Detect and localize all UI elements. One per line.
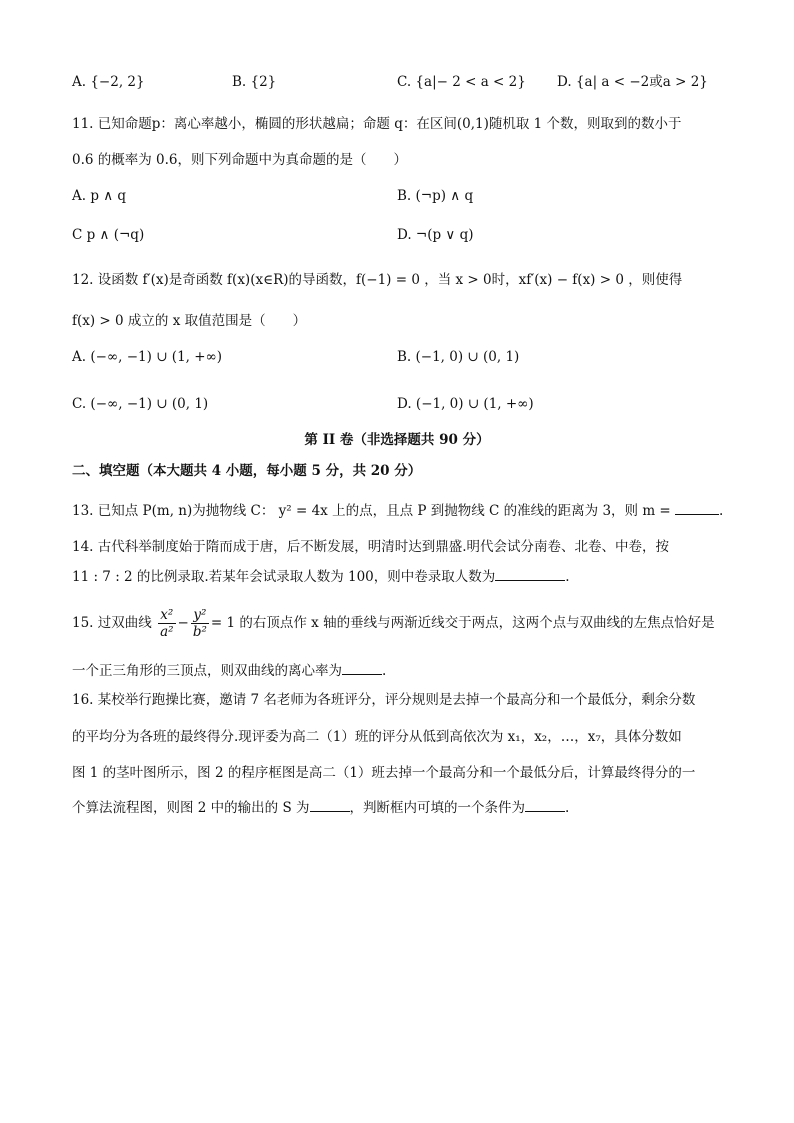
q14-answer-blank xyxy=(495,566,565,581)
q10-option-d: D. {a| a < −2或a > 2} xyxy=(557,74,708,90)
q15-minus: − xyxy=(177,615,189,631)
q16-stem-line1: 16. 某校举行跑操比赛，邀请 7 名老师为各班评分，评分规则是去掉一个最高分和一个最低分，剩余分数 xyxy=(72,692,696,708)
hyperbola-fraction-x xyxy=(158,607,175,640)
q13-end: . xyxy=(719,503,724,519)
q16-stem-line3: 图 1 的茎叶图所示，图 2 的程序框图是高二（1）班去掉一个最高分和一个最低分后，计算最终得分的一 xyxy=(72,765,696,781)
q15-end: . xyxy=(382,663,387,679)
q15-prefix: 15. 过双曲线 xyxy=(72,615,152,631)
q15-stem-line1 xyxy=(72,606,715,640)
q16-end: . xyxy=(565,800,570,816)
q16-stem-line2: 的平均分为各班的最终得分.现评委为高二（1）班的评分从低到高依次为 x₁，x₂，…，x₇，具体分数如 xyxy=(72,729,682,745)
q13-answer-blank xyxy=(675,500,719,515)
q10-option-a: A. {−2, 2} xyxy=(72,74,145,90)
fraction-denominator: b² xyxy=(192,624,207,640)
section2-heading: 二、填空题（本大题共 4 小题，每小题 5 分，共 20 分） xyxy=(72,463,422,479)
q14-stem-line1: 14. 古代科举制度始于隋而成于唐，后不断发展，明清时达到鼎盛.明代会试分南卷、北卷、中卷，按 xyxy=(72,539,670,555)
q11-option-d: D. ¬(p ∨ q) xyxy=(397,227,474,243)
q15-suffix: = 1 的右顶点作 x 轴的垂线与两渐近线交于两点，这两个点与双曲线的左焦点恰好是 xyxy=(210,615,715,631)
q15-text: 一个正三角形的三顶点，则双曲线的离心率为 xyxy=(72,663,342,679)
q16-text-b: ，判断框内可填的一个条件为 xyxy=(349,800,526,816)
q10-option-b: B. {2} xyxy=(232,74,277,90)
q15-stem-line2 xyxy=(72,660,386,681)
fraction-numerator: y² xyxy=(191,607,209,624)
q16-stem-line4 xyxy=(72,797,569,818)
q12-stem-line1: 12. 设函数 f′(x)是奇函数 f(x)(x∈R)的导函数，f(−1) = 0 ，当 x > 0时，xf′(x) − f(x) > 0 ，则使得 xyxy=(72,272,683,288)
q12-option-d: D. (−1, 0) ∪ (1, +∞) xyxy=(397,396,534,412)
q11-stem-line2: 0.6 的概率为 0.6，则下列命题中为真命题的是（ ） xyxy=(72,152,408,168)
q13-stem xyxy=(72,500,723,521)
q15-answer-blank xyxy=(342,660,382,675)
q11-option-b: B. (¬p) ∧ q xyxy=(397,188,474,204)
q10-option-c: C. {a|− 2 < a < 2} xyxy=(397,74,526,90)
part2-title: 第 II 卷（非选择题共 90 分） xyxy=(304,432,490,448)
q12-stem-line2: f(x) > 0 成立的 x 取值范围是（ ） xyxy=(72,313,307,329)
q14-text: 11 : 7 : 2 的比例录取.若某年会试录取人数为 100，则中卷录取人数为 xyxy=(72,569,496,585)
q11-option-c: C p ∧ (¬q) xyxy=(72,227,145,243)
q11-option-a: A. p ∧ q xyxy=(72,188,127,204)
q14-stem-line2 xyxy=(72,566,570,587)
q14-end: . xyxy=(565,569,570,585)
q12-option-b: B. (−1, 0) ∪ (0, 1) xyxy=(397,349,520,365)
q16-answer-blank-s xyxy=(310,797,350,812)
fraction-denominator: a² xyxy=(160,624,174,640)
q12-option-a: A. (−∞, −1) ∪ (1, +∞) xyxy=(72,349,223,365)
q16-answer-blank-condition xyxy=(525,797,565,812)
q11-stem-line1: 11. 已知命题p：离心率越小，椭圆的形状越扁；命题 q：在区间(0,1)随机取 1 个数，则取到的数小于 xyxy=(72,116,682,132)
q12-option-c: C. (−∞, −1) ∪ (0, 1) xyxy=(72,396,209,412)
q13-text: 13. 已知点 P(m, n)为抛物线 C： y² = 4x 上的点，且点 P 到抛物线 C 的准线的距离为 3，则 m = xyxy=(72,503,676,519)
q16-text-a: 个算法流程图，则图 2 中的输出的 S 为 xyxy=(72,800,310,816)
hyperbola-fraction-y xyxy=(191,607,209,640)
fraction-numerator: x² xyxy=(158,607,175,624)
